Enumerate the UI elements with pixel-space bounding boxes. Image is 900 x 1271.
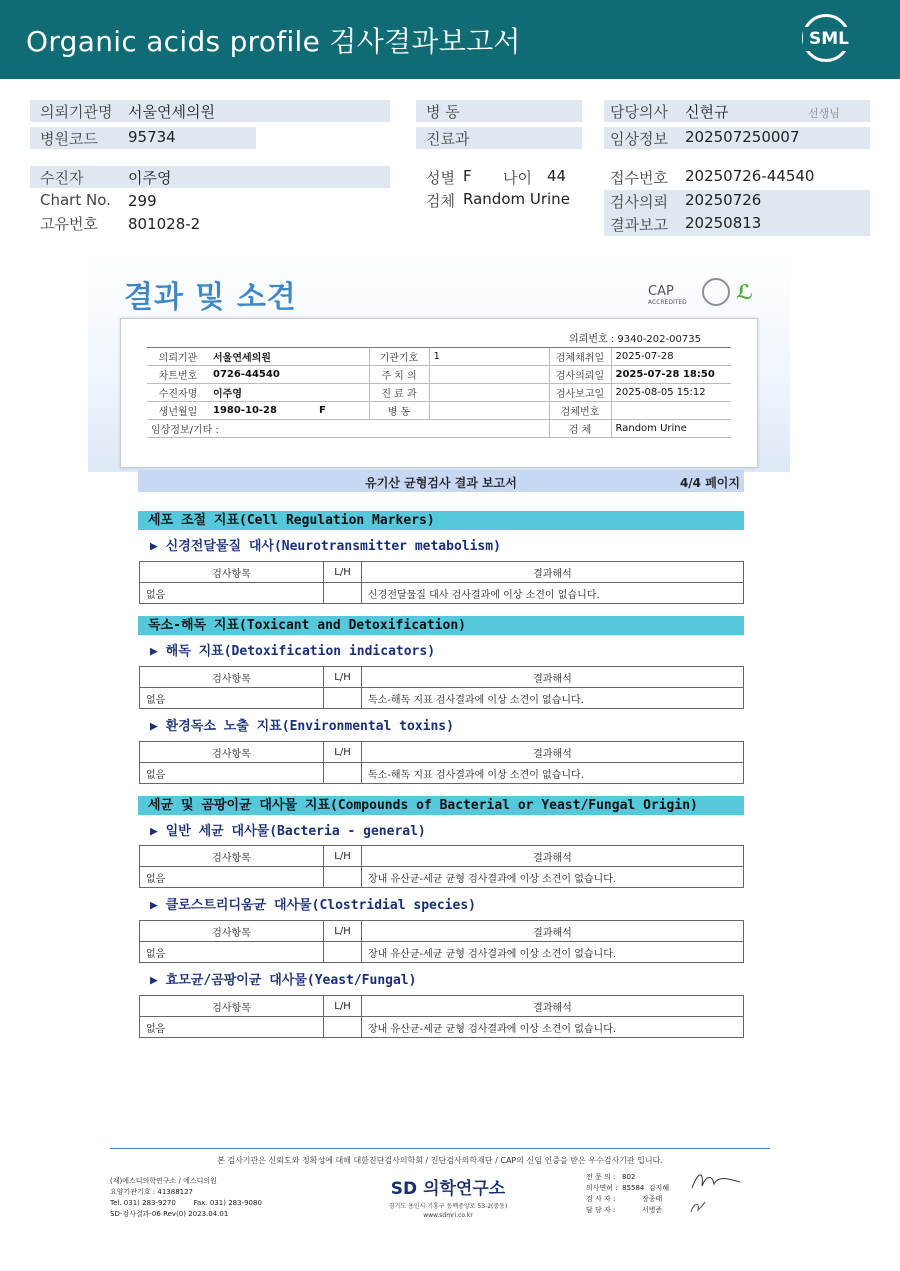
report-date-label: 결과보고 — [610, 216, 668, 234]
cell: 진 료 과 — [369, 384, 429, 402]
header-lh: L/H — [324, 846, 362, 867]
sex-label: 성별 — [426, 169, 455, 187]
age-value: 44 — [547, 167, 567, 185]
result-table — [139, 920, 744, 963]
logo-text: SML — [803, 27, 855, 51]
table-row — [140, 763, 744, 784]
item-cell: 없음 — [140, 583, 324, 604]
header-lh: L/H — [324, 996, 362, 1017]
request-value: 20250726 — [685, 191, 762, 209]
report-panel — [88, 252, 790, 472]
report-date-value: 20250813 — [685, 214, 762, 232]
cap-badge — [648, 286, 687, 308]
subsection-title: ▶ 해독 지표(Detoxification indicators) — [150, 644, 436, 659]
table-row — [140, 1017, 744, 1038]
cell: 1 — [429, 348, 549, 366]
sd-logo — [378, 1174, 518, 1220]
cell — [429, 402, 549, 420]
specimen-value: Random Urine — [463, 190, 570, 208]
item-cell: 없음 — [140, 763, 324, 784]
cell: 병 동 — [369, 402, 429, 420]
result-cell: 장내 유산균-세균 균형 검사결과에 이상 소견이 없습니다. — [362, 1017, 744, 1038]
header-interp: 결과해석 — [362, 667, 744, 688]
result-cell: 독소-해독 지표 검사결과에 이상 소견이 없습니다. — [362, 688, 744, 709]
result-table — [139, 845, 744, 888]
doctor-suffix: 선생님 — [808, 107, 840, 120]
footer-doc-id: SD-검사결과-06 Rev(0) 2023.04.01 — [110, 1210, 229, 1218]
table-header-row — [140, 667, 744, 688]
footer-contact: Tel. 031) 283-9270 Fax. 031) 283-9080 — [110, 1199, 262, 1207]
table-row — [140, 688, 744, 709]
header-lh: L/H — [324, 742, 362, 763]
request-label: 검사의뢰 — [610, 193, 668, 211]
request-form — [120, 318, 758, 468]
item-cell: 없음 — [140, 867, 324, 888]
table-row — [147, 348, 731, 366]
sig-manager: 담 당 자 : 서병준 — [586, 1206, 663, 1214]
footer-divider — [110, 1148, 770, 1149]
clinical-value: 202507250007 — [685, 128, 800, 146]
cell: 2025-08-05 15:12 — [611, 384, 731, 402]
lh-cell — [324, 942, 362, 963]
sd-brand: SD 의학연구소 — [390, 1179, 506, 1199]
result-cell: 독소-해독 지표 검사결과에 이상 소견이 없습니다. — [362, 763, 744, 784]
cell — [429, 384, 549, 402]
info-strip — [30, 166, 390, 188]
header-item: 검사항목 — [140, 562, 324, 583]
result-table — [139, 561, 744, 604]
cell: Random Urine — [611, 420, 731, 438]
cell — [369, 420, 429, 438]
subsection-title: ▶ 환경독소 노출 지표(Environmental toxins) — [150, 719, 454, 734]
sig-license: 의사면허 : 85584 김지혜 — [586, 1184, 670, 1192]
cell — [209, 402, 369, 420]
receipt-value: 20250726-44540 — [685, 167, 815, 185]
table-row — [140, 867, 744, 888]
cell: 검사의뢰일 — [549, 366, 611, 384]
lh-cell — [324, 867, 362, 888]
cell: 검체채취일 — [549, 348, 611, 366]
header-item: 검사항목 — [140, 667, 324, 688]
handwritten-signature-icon — [688, 1168, 744, 1194]
page-indicator: 4/4 페이지 — [679, 476, 740, 490]
lh-cell — [324, 1017, 362, 1038]
doctor-value: 신현규 — [685, 103, 729, 121]
dept-label: 진료과 — [426, 130, 470, 148]
id-label: 고유번호 — [40, 215, 98, 233]
cell: 2025-07-28 18:50 — [611, 366, 731, 384]
sig-tester: 검 사 자 : 장종태 — [586, 1195, 663, 1203]
result-table — [139, 741, 744, 784]
header-bar — [0, 0, 900, 79]
sig-specialist: 전 문 의 : 802 — [586, 1173, 636, 1181]
cell — [429, 420, 549, 438]
cell: 검 체 — [549, 420, 611, 438]
table-row — [147, 420, 731, 438]
lh-cell — [324, 763, 362, 784]
report-bar-title: 유기산 균형검사 결과 보고서 — [365, 476, 517, 490]
specimen-label: 검체 — [426, 192, 455, 210]
table-row — [140, 942, 744, 963]
seal-icon — [702, 278, 730, 306]
subsection-title: ▶ 일반 세균 대사물(Bacteria - general) — [150, 824, 426, 839]
clinical-label: 임상정보 — [610, 130, 668, 148]
page-title: Organic acids profile 검사결과보고서 — [26, 25, 521, 58]
result-table — [139, 995, 744, 1038]
header-item: 검사항목 — [140, 996, 324, 1017]
item-cell: 없음 — [140, 1017, 324, 1038]
sex-code: F — [318, 405, 326, 416]
table-row — [147, 366, 731, 384]
header-item: 검사항목 — [140, 742, 324, 763]
header-interp: 결과해석 — [362, 996, 744, 1017]
hospital-code-label: 병원코드 — [40, 130, 98, 148]
cell: 임상정보/기타 : — [147, 420, 369, 438]
cell: 이주영 — [209, 384, 369, 402]
subsection-title: ▶ 클로스트리디움균 대사물(Clostridial species) — [150, 898, 476, 913]
id-value: 801028-2 — [128, 215, 201, 233]
table-header-row — [140, 846, 744, 867]
sml-logo — [802, 14, 850, 62]
lab-logo-icon: ℒ — [736, 280, 754, 304]
small-signature-icon — [688, 1198, 708, 1216]
doctor-label: 담당의사 — [610, 103, 668, 121]
cell: 차트번호 — [147, 366, 209, 384]
footer-org: (재)에스디의학연구소 / 에스디의원 — [110, 1177, 217, 1185]
table-header-row — [140, 742, 744, 763]
report-bar — [138, 470, 744, 492]
header-interp: 결과해석 — [362, 562, 744, 583]
cell: 서울연세의원 — [209, 348, 369, 366]
footer-code: 요양기관기호 : 41388127 — [110, 1188, 194, 1196]
cell: 0726-44540 — [209, 366, 369, 384]
cap-sub: ACCREDITED — [648, 299, 687, 306]
table-header-row — [140, 921, 744, 942]
request-number: 의뢰번호 : 9340-202-00735 — [569, 334, 701, 345]
patient-name-label: 수진자 — [40, 169, 84, 187]
header-item: 검사항목 — [140, 846, 324, 867]
item-cell: 없음 — [140, 942, 324, 963]
lh-cell — [324, 583, 362, 604]
cell — [429, 366, 549, 384]
cell — [611, 402, 731, 420]
patient-name-value: 이주영 — [128, 169, 172, 187]
request-table — [147, 347, 731, 438]
cell: 수진자명 — [147, 384, 209, 402]
section-header: 독소-해독 지표(Toxicant and Detoxification) — [138, 616, 744, 635]
footer-left — [110, 1176, 262, 1220]
institution-value: 서울연세의원 — [128, 103, 215, 121]
result-cell: 장내 유산균-세균 균형 검사결과에 이상 소견이 없습니다. — [362, 942, 744, 963]
cell: 생년월일 — [147, 402, 209, 420]
age-label: 나이 — [503, 169, 532, 187]
table-row — [140, 583, 744, 604]
table-row — [147, 402, 731, 420]
sex-value: F — [463, 167, 472, 185]
report-title: 결과 및 소견 — [124, 280, 297, 315]
cell: 검사보고일 — [549, 384, 611, 402]
lh-cell — [324, 688, 362, 709]
cell: 의뢰기관 — [147, 348, 209, 366]
header-lh: L/H — [324, 921, 362, 942]
table-header-row — [140, 996, 744, 1017]
subsection-title: ▶ 신경전달물질 대사(Neurotransmitter metabolism) — [150, 539, 501, 554]
cell: 주 치 의 — [369, 366, 429, 384]
subsection-title: ▶ 효모균/곰팡이균 대사물(Yeast/Fungal) — [150, 973, 417, 988]
cap-text: CAP — [648, 284, 674, 299]
receipt-label: 접수번호 — [610, 169, 668, 187]
header-lh: L/H — [324, 562, 362, 583]
institution-label: 의뢰기관명 — [40, 103, 113, 121]
footer-note: 본 검사기관은 신뢰도와 정확성에 대해 대한진단검사의학회 / 진단검사의학재단 / CAP의 신임 인증을 받은 우수검사기관 입니다. — [217, 1156, 663, 1165]
section-header: 세포 조절 지표(Cell Regulation Markers) — [138, 511, 744, 530]
header-interp: 결과해석 — [362, 846, 744, 867]
result-cell: 장내 유산균-세균 균형 검사결과에 이상 소견이 없습니다. — [362, 867, 744, 888]
sd-address: 경기도 용인시 기흥구 동백중앙로 53-2(중동) — [388, 1203, 508, 1210]
cell: 검체번호 — [549, 402, 611, 420]
birth-date: 1980-10-28 — [213, 405, 277, 416]
cell: 기관기호 — [369, 348, 429, 366]
header-interp: 결과해석 — [362, 921, 744, 942]
chart-label: Chart No. — [40, 191, 111, 209]
hospital-code-value: 95734 — [128, 128, 176, 146]
header-lh: L/H — [324, 667, 362, 688]
header-interp: 결과해석 — [362, 742, 744, 763]
result-cell: 신경전달물질 대사 검사결과에 이상 소견이 없습니다. — [362, 583, 744, 604]
cell: 2025-07-28 — [611, 348, 731, 366]
table-row — [147, 384, 731, 402]
result-table — [139, 666, 744, 709]
sd-website: www.sdmri.co.kr — [423, 1212, 473, 1219]
item-cell: 없음 — [140, 688, 324, 709]
chart-value: 299 — [128, 192, 157, 210]
signature-block — [586, 1172, 669, 1216]
table-header-row — [140, 562, 744, 583]
section-header: 세균 및 곰팡이균 대사물 지표(Compounds of Bacterial or Yeast/Fungal Origin) — [138, 796, 744, 815]
ward-label: 병 동 — [426, 103, 460, 121]
header-item: 검사항목 — [140, 921, 324, 942]
